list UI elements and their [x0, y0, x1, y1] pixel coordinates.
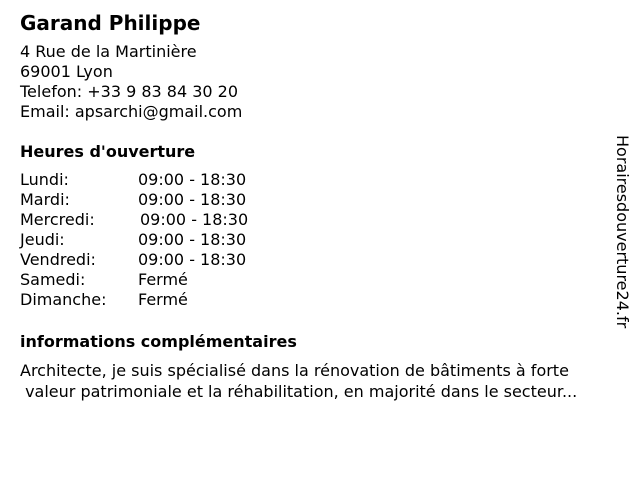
opening-hours-table: [20, 170, 610, 310]
hours-time: 09:00 - 18:30: [138, 170, 247, 189]
opening-hours-title: Heures d'ouverture: [20, 142, 196, 161]
additional-info-line-2: valeur patrimoniale et la réhabilitation, en majorité dans le secteur...: [20, 382, 578, 401]
hours-time: 09:00 - 18:30: [138, 190, 247, 209]
business-name: Garand Philippe: [20, 11, 201, 35]
hours-row-saturday: [20, 270, 610, 290]
address-city: 69001 Lyon: [20, 62, 113, 81]
hours-row-tuesday: [20, 190, 610, 210]
address-street: 4 Rue de la Martinière: [20, 42, 197, 61]
hours-day: Lundi:: [20, 170, 69, 189]
additional-info-line-1: Architecte, je suis spécialisé dans la rénovation de bâtiments à forte: [20, 361, 569, 380]
hours-row-wednesday: [20, 210, 610, 230]
hours-day: Jeudi:: [20, 230, 65, 249]
additional-info-title: informations complémentaires: [20, 332, 297, 351]
hours-time: Fermé: [138, 270, 188, 289]
phone-number: Telefon: +33 9 83 84 30 20: [20, 82, 239, 101]
hours-day: Mardi:: [20, 190, 70, 209]
hours-day: Dimanche:: [20, 290, 107, 309]
hours-time: 09:00 - 18:30: [138, 230, 247, 249]
hours-time: 09:00 - 18:30: [138, 250, 247, 269]
site-watermark: Horairesdouverture24.fr: [613, 135, 632, 329]
email-address: Email: apsarchi@gmail.com: [20, 102, 243, 121]
hours-time: 09:00 - 18:30: [140, 210, 249, 229]
hours-time: Fermé: [138, 290, 188, 309]
hours-row-thursday: [20, 230, 610, 250]
hours-day: Mercredi:: [20, 210, 95, 229]
hours-row-friday: [20, 250, 610, 270]
business-card: [20, 10, 610, 402]
hours-row-sunday: [20, 290, 610, 310]
hours-day: Samedi:: [20, 270, 86, 289]
hours-row-monday: [20, 170, 610, 190]
hours-day: Vendredi:: [20, 250, 96, 269]
